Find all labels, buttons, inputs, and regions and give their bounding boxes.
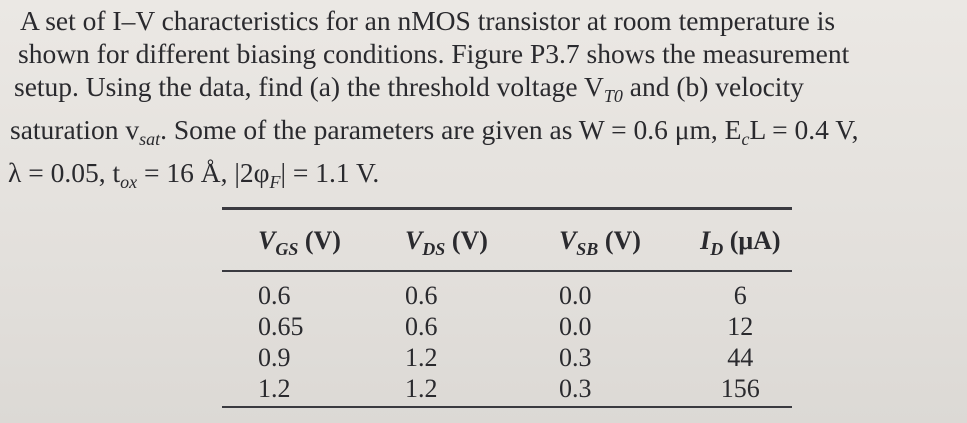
line-3-text: setup. Using the data, find (a) the threshold voltage V [14, 71, 604, 102]
line-2-text: shown for different biasing conditions. Figure P3.7 shows the measurement [18, 38, 850, 69]
ec-subscript: c [741, 129, 750, 149]
tox-subscript: ox [120, 172, 138, 192]
paragraph-line-1 [8, 4, 963, 37]
cell-vsb: 0.0 [558, 312, 592, 341]
vsat-subscript: sat [139, 129, 161, 149]
line-4-end-2: L = 0.4 V, [749, 114, 859, 145]
problem-paragraph [8, 4, 963, 199]
cell-vsb: 0.3 [558, 374, 592, 403]
header-vsb: $V_{SB}$ (V) [558, 226, 641, 259]
line-5-end-2: | = 1.1 V. [280, 157, 380, 188]
line-3-end: and (b) velocity [622, 71, 804, 102]
vt0-subscript: T0 [603, 86, 623, 106]
cell-vgs: 1.2 [258, 374, 291, 403]
paragraph-line-2 [8, 37, 963, 70]
cell-id: 156 [720, 374, 760, 403]
line-1-text: A set of I–V characteristics for an nMOS transistor at room temperature is [20, 5, 836, 36]
phif-subscript: F [269, 172, 281, 192]
cell-vds: 0.6 [404, 281, 438, 310]
cell-id: 6 [733, 281, 747, 310]
table-row [222, 271, 792, 311]
header-vgs: $V_{GS}$ (V) [258, 226, 341, 259]
line-5-end: = 16 Å, |2φ [137, 157, 270, 188]
header-vds: $V_{DS}$ (V) [404, 226, 488, 259]
line-5-start: λ = 0.05, t [8, 157, 121, 188]
cell-id: 12 [727, 312, 754, 341]
cell-vsb: 0.0 [558, 281, 592, 310]
paragraph-line-5 [8, 156, 963, 199]
cell-vgs: 0.6 [258, 281, 291, 310]
header-id: $I_D$ (μA) [700, 226, 781, 259]
paragraph-line-4 [8, 113, 963, 156]
cell-vsb: 0.3 [558, 343, 592, 372]
line-4-start: saturation v [10, 114, 140, 145]
table-bottom-rule [222, 406, 792, 408]
paragraph-line-3 [8, 70, 963, 113]
line-4-end: . Some of the parameters are given as W = 0.6 μm, E [160, 114, 742, 145]
table-row [222, 311, 792, 342]
table-header-row [222, 209, 792, 272]
iv-data-table [222, 207, 792, 406]
cell-vds: 1.2 [404, 374, 438, 403]
table-row [222, 342, 792, 373]
cell-vgs: 0.9 [258, 343, 291, 372]
iv-data-table-wrapper [222, 207, 792, 408]
cell-vgs: 0.65 [258, 312, 304, 341]
cell-vds: 1.2 [404, 343, 438, 372]
cell-vds: 0.6 [404, 312, 438, 341]
table-row [222, 373, 792, 406]
cell-id: 44 [727, 343, 754, 372]
